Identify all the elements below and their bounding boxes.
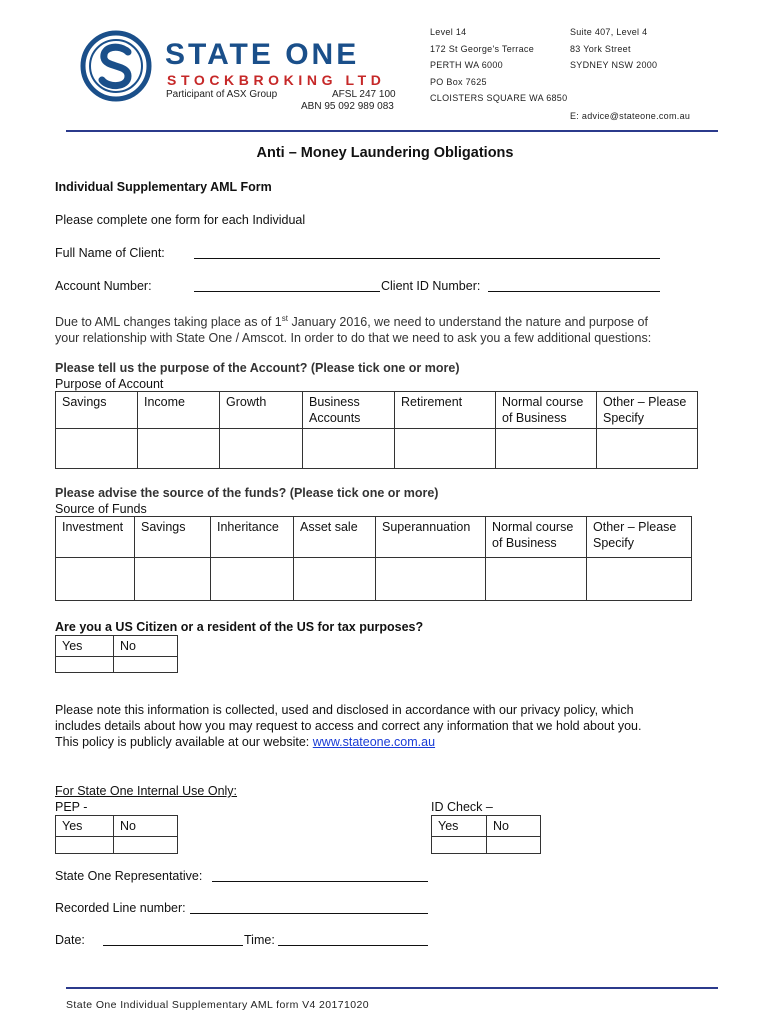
us-no-label: No (114, 636, 178, 657)
abn-text: ABN 95 092 989 083 (301, 101, 394, 112)
intro-superscript: st (281, 314, 288, 323)
footer-text: State One Individual Supplementary AML form V4 20171020 (66, 999, 369, 1011)
privacy-line-1: Please note this information is collected, used and disclosed in accordance with our privacy policy, which (55, 703, 634, 717)
purpose-tick-cell[interactable] (496, 429, 597, 469)
pep-no-label: No (114, 816, 178, 837)
id-check-no-label: No (487, 816, 541, 837)
us-no-cell[interactable] (114, 657, 178, 673)
address-line: 83 York Street (570, 43, 631, 54)
source-col-other: Other – Please Specify (587, 517, 692, 558)
id-check-table (431, 815, 541, 854)
internal-heading: For State One Internal Use Only: (55, 784, 238, 798)
instruction-text: Please complete one form for each Individual (55, 213, 306, 227)
source-tick-cell[interactable] (56, 558, 135, 601)
afsl-text: AFSL 247 100 (332, 89, 396, 100)
purpose-tick-cell[interactable] (220, 429, 303, 469)
date-label: Date: (55, 933, 85, 947)
address-line: 172 St George's Terrace (430, 43, 535, 54)
company-subtitle: STOCKBROKING LTD (167, 72, 386, 88)
purpose-col-income: Income (138, 392, 220, 429)
pep-yes-cell[interactable] (56, 837, 114, 854)
privacy-line-3 (55, 734, 755, 750)
us-citizen-table (55, 635, 178, 673)
source-col-normal-course: Normal course of Business (486, 517, 587, 558)
time-field[interactable] (278, 931, 428, 946)
source-tick-cell[interactable] (211, 558, 294, 601)
source-col-investment: Investment (56, 517, 135, 558)
address-line: PO Box 7625 (430, 76, 487, 87)
address-line: SYDNEY NSW 2000 (570, 60, 658, 70)
header-divider (66, 130, 718, 132)
source-tick-cell[interactable] (587, 558, 692, 601)
state-one-logo-mark-icon (80, 30, 152, 102)
full-name-field[interactable] (194, 244, 660, 259)
intro-paragraph (55, 311, 735, 346)
purpose-caption: Purpose of Account (55, 377, 164, 391)
purpose-tick-cell[interactable] (138, 429, 220, 469)
source-table (55, 516, 692, 601)
id-check-label: ID Check – (431, 800, 493, 814)
perth-address (430, 27, 567, 110)
purpose-col-normal-course: Normal course of Business (496, 392, 597, 429)
source-tick-cell[interactable] (486, 558, 587, 601)
purpose-col-savings: Savings (56, 392, 138, 429)
privacy-line-2: includes details about how you may request to access and correct any information that we hold about you. (55, 719, 642, 733)
full-name-label: Full Name of Client: (55, 246, 165, 260)
representative-label: State One Representative: (55, 869, 203, 883)
pep-table (55, 815, 178, 854)
intro-line-2: your relationship with State One / Amscot. In order to do that we need to ask you a few additional questions: (55, 331, 652, 346)
representative-field[interactable] (212, 867, 428, 882)
pep-label: PEP - (55, 800, 88, 814)
us-citizen-question: Are you a US Citizen or a resident of the US for tax purposes? (55, 620, 424, 634)
logo (80, 30, 400, 115)
address-line: Suite 407, Level 4 (570, 27, 648, 37)
source-col-savings: Savings (135, 517, 211, 558)
form-name: Individual Supplementary AML Form (55, 180, 272, 194)
source-tick-cell[interactable] (376, 558, 486, 601)
privacy-paragraph (55, 702, 755, 750)
purpose-table (55, 391, 698, 469)
company-name: STATE ONE (165, 38, 360, 71)
purpose-col-business-accounts: Business Accounts (303, 392, 395, 429)
source-caption: Source of Funds (55, 502, 147, 516)
us-yes-label: Yes (56, 636, 114, 657)
privacy-line-3-text: This policy is publicly available at our website: (55, 735, 313, 749)
id-check-yes-label: Yes (432, 816, 487, 837)
source-col-superannuation: Superannuation (376, 517, 486, 558)
account-number-field[interactable] (194, 277, 380, 292)
purpose-tick-cell[interactable] (395, 429, 496, 469)
address-line: PERTH WA 6000 (430, 60, 503, 70)
address-line: Level 14 (430, 27, 467, 37)
date-field[interactable] (103, 931, 243, 946)
account-number-label: Account Number: (55, 279, 152, 293)
us-yes-cell[interactable] (56, 657, 114, 673)
time-label: Time: (244, 933, 275, 947)
source-col-inheritance: Inheritance (211, 517, 294, 558)
source-col-asset-sale: Asset sale (294, 517, 376, 558)
id-check-yes-cell[interactable] (432, 837, 487, 854)
source-tick-cell[interactable] (135, 558, 211, 601)
pep-no-cell[interactable] (114, 837, 178, 854)
purpose-tick-cell[interactable] (597, 429, 698, 469)
website-link[interactable]: www.stateone.com.au (312, 735, 436, 749)
id-check-no-cell[interactable] (487, 837, 541, 854)
purpose-col-other: Other – Please Specify (597, 392, 698, 429)
pep-yes-label: Yes (56, 816, 114, 837)
intro-text: Due to AML changes taking place as of 1 (55, 315, 282, 330)
purpose-tick-cell[interactable] (56, 429, 138, 469)
footer-divider (66, 987, 718, 989)
participant-text: Participant of ASX Group (166, 89, 278, 100)
purpose-tick-cell[interactable] (303, 429, 395, 469)
purpose-question: Please tell us the purpose of the Account? (Please tick one or more) (55, 361, 460, 375)
purpose-col-growth: Growth (220, 392, 303, 429)
page-title: Anti – Money Laundering Obligations (256, 145, 514, 161)
client-id-field[interactable] (488, 277, 660, 292)
source-question: Please advise the source of the funds? (Please tick one or more) (55, 486, 439, 500)
recorded-line-field[interactable] (190, 899, 428, 914)
intro-line-1 (55, 311, 735, 330)
sydney-address (570, 27, 657, 77)
client-id-label: Client ID Number: (381, 279, 481, 293)
purpose-col-retirement: Retirement (395, 392, 496, 429)
intro-text-rest: January 2016, we need to understand the nature and purpose of (288, 315, 648, 330)
recorded-line-label: Recorded Line number: (55, 901, 186, 915)
address-line: CLOISTERS SQUARE WA 6850 (430, 93, 568, 103)
source-tick-cell[interactable] (294, 558, 376, 601)
email-address: E: advice@stateone.com.au (570, 111, 691, 121)
